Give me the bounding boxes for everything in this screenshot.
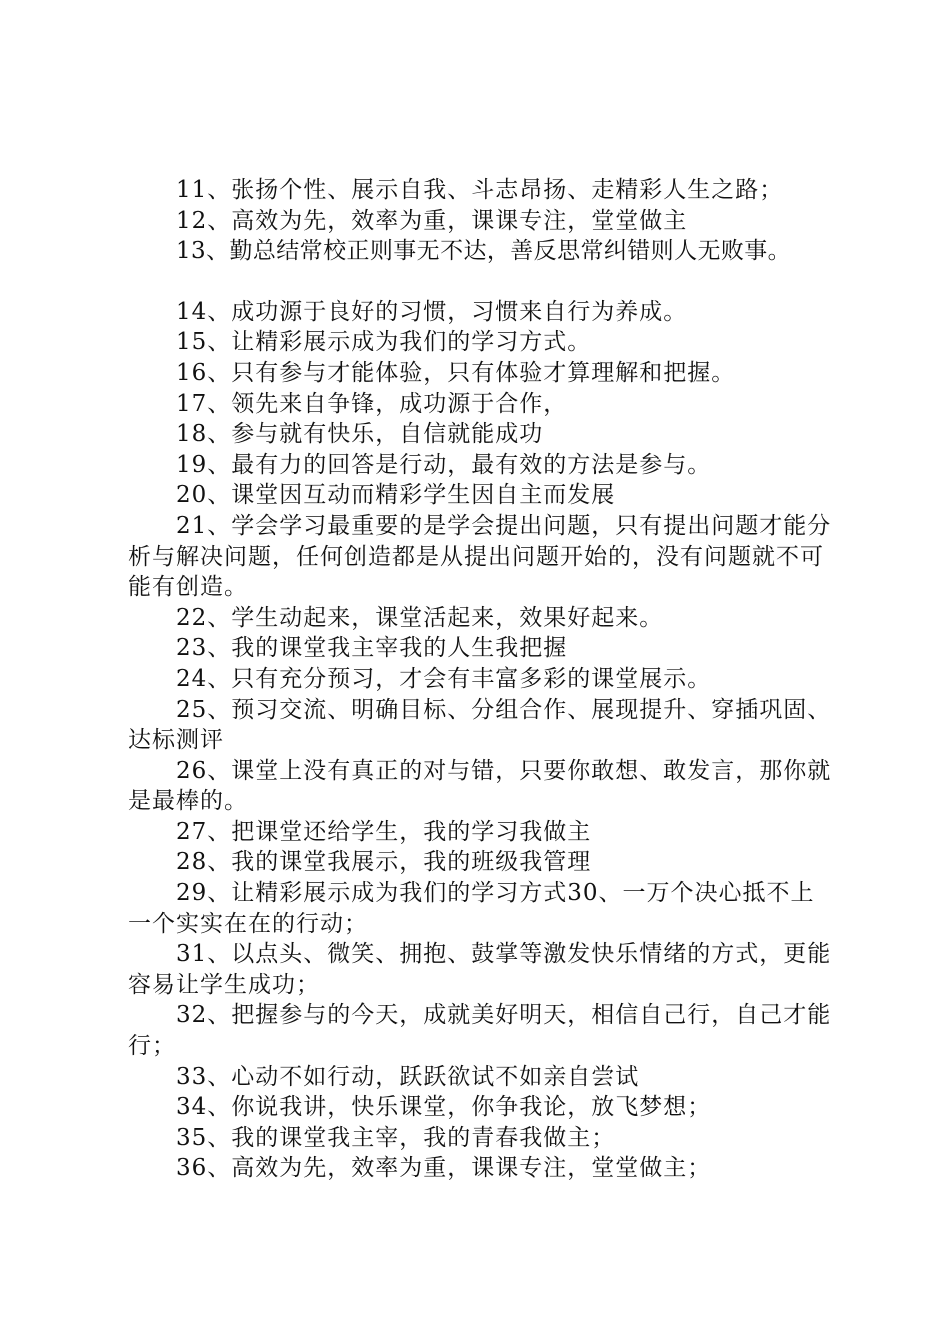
slogan-27: 27、把课堂还给学生，我的学习我做主 <box>176 818 592 845</box>
slogan-12: 12、高效为先，效率为重，课课专注，堂堂做主 <box>176 207 688 234</box>
slogan-32: 32、把握参与的今天，成就美好明天，相信自己行，自己才能行； <box>128 1002 832 1060</box>
slogan-33: 33、心动不如行动，跃跃欲试不如亲自尝试 <box>176 1063 640 1090</box>
slogan-17: 17、领先来自争锋，成功源于合作， <box>176 390 568 417</box>
slogan-15: 15、让精彩展示成为我们的学习方式。 <box>176 329 592 356</box>
slogan-22: 22、学生动起来，课堂活起来，效果好起来。 <box>176 604 664 631</box>
slogan-list <box>128 175 838 1184</box>
slogan-28: 28、我的课堂我展示，我的班级我管理 <box>176 849 592 876</box>
slogan-11: 11、张扬个性、展示自我、斗志昂扬、走精彩人生之路； <box>176 177 784 203</box>
slogan-20: 20、课堂因互动而精彩学生因自主而发展 <box>176 482 616 509</box>
slogan-36: 36、高效为先，效率为重，课课专注，堂堂做主； <box>176 1155 712 1182</box>
slogan-29-30: 29、让精彩展示成为我们的学习方式30、一万个决心抵不上一个实实在在的行动； <box>128 880 815 937</box>
slogan-34: 34、你说我讲，快乐课堂，你争我论，放飞梦想； <box>176 1094 712 1121</box>
slogan-26: 26、课堂上没有真正的对与错，只要你敢想、敢发言，那你就是最棒的。 <box>128 757 832 815</box>
slogan-31: 31、以点头、微笑、拥抱、鼓掌等激发快乐情绪的方式，更能容易让学生成功； <box>128 941 832 998</box>
slogan-25: 25、预习交流、明确目标、分组合作、展现提升、穿插巩固、达标测评 <box>128 696 832 754</box>
slogan-24: 24、只有充分预习，才会有丰富多彩的课堂展示。 <box>176 665 712 692</box>
slogan-16: 16、只有参与才能体验，只有体验才算理解和把握。 <box>176 359 736 386</box>
slogan-21: 21、学会学习最重要的是学会提出问题，只有提出问题才能分析与解决问题，任何创造都是从提出问题开始的，没有问题就不可能有创造。 <box>128 512 832 601</box>
slogan-35: 35、我的课堂我主宰，我的青春我做主； <box>176 1124 616 1151</box>
slogan-23: 23、我的课堂我主宰我的人生我把握 <box>176 635 568 662</box>
slogan-14: 14、成功源于良好的习惯，习惯来自行为养成。 <box>176 298 688 325</box>
slogan-13: 13、勤总结常校正则事无不达，善反思常纠错则人无败事。 <box>176 238 792 265</box>
slogan-19: 19、最有力的回答是行动，最有效的方法是参与。 <box>176 451 712 478</box>
slogan-18: 18、参与就有快乐，自信就能成功 <box>176 421 544 448</box>
